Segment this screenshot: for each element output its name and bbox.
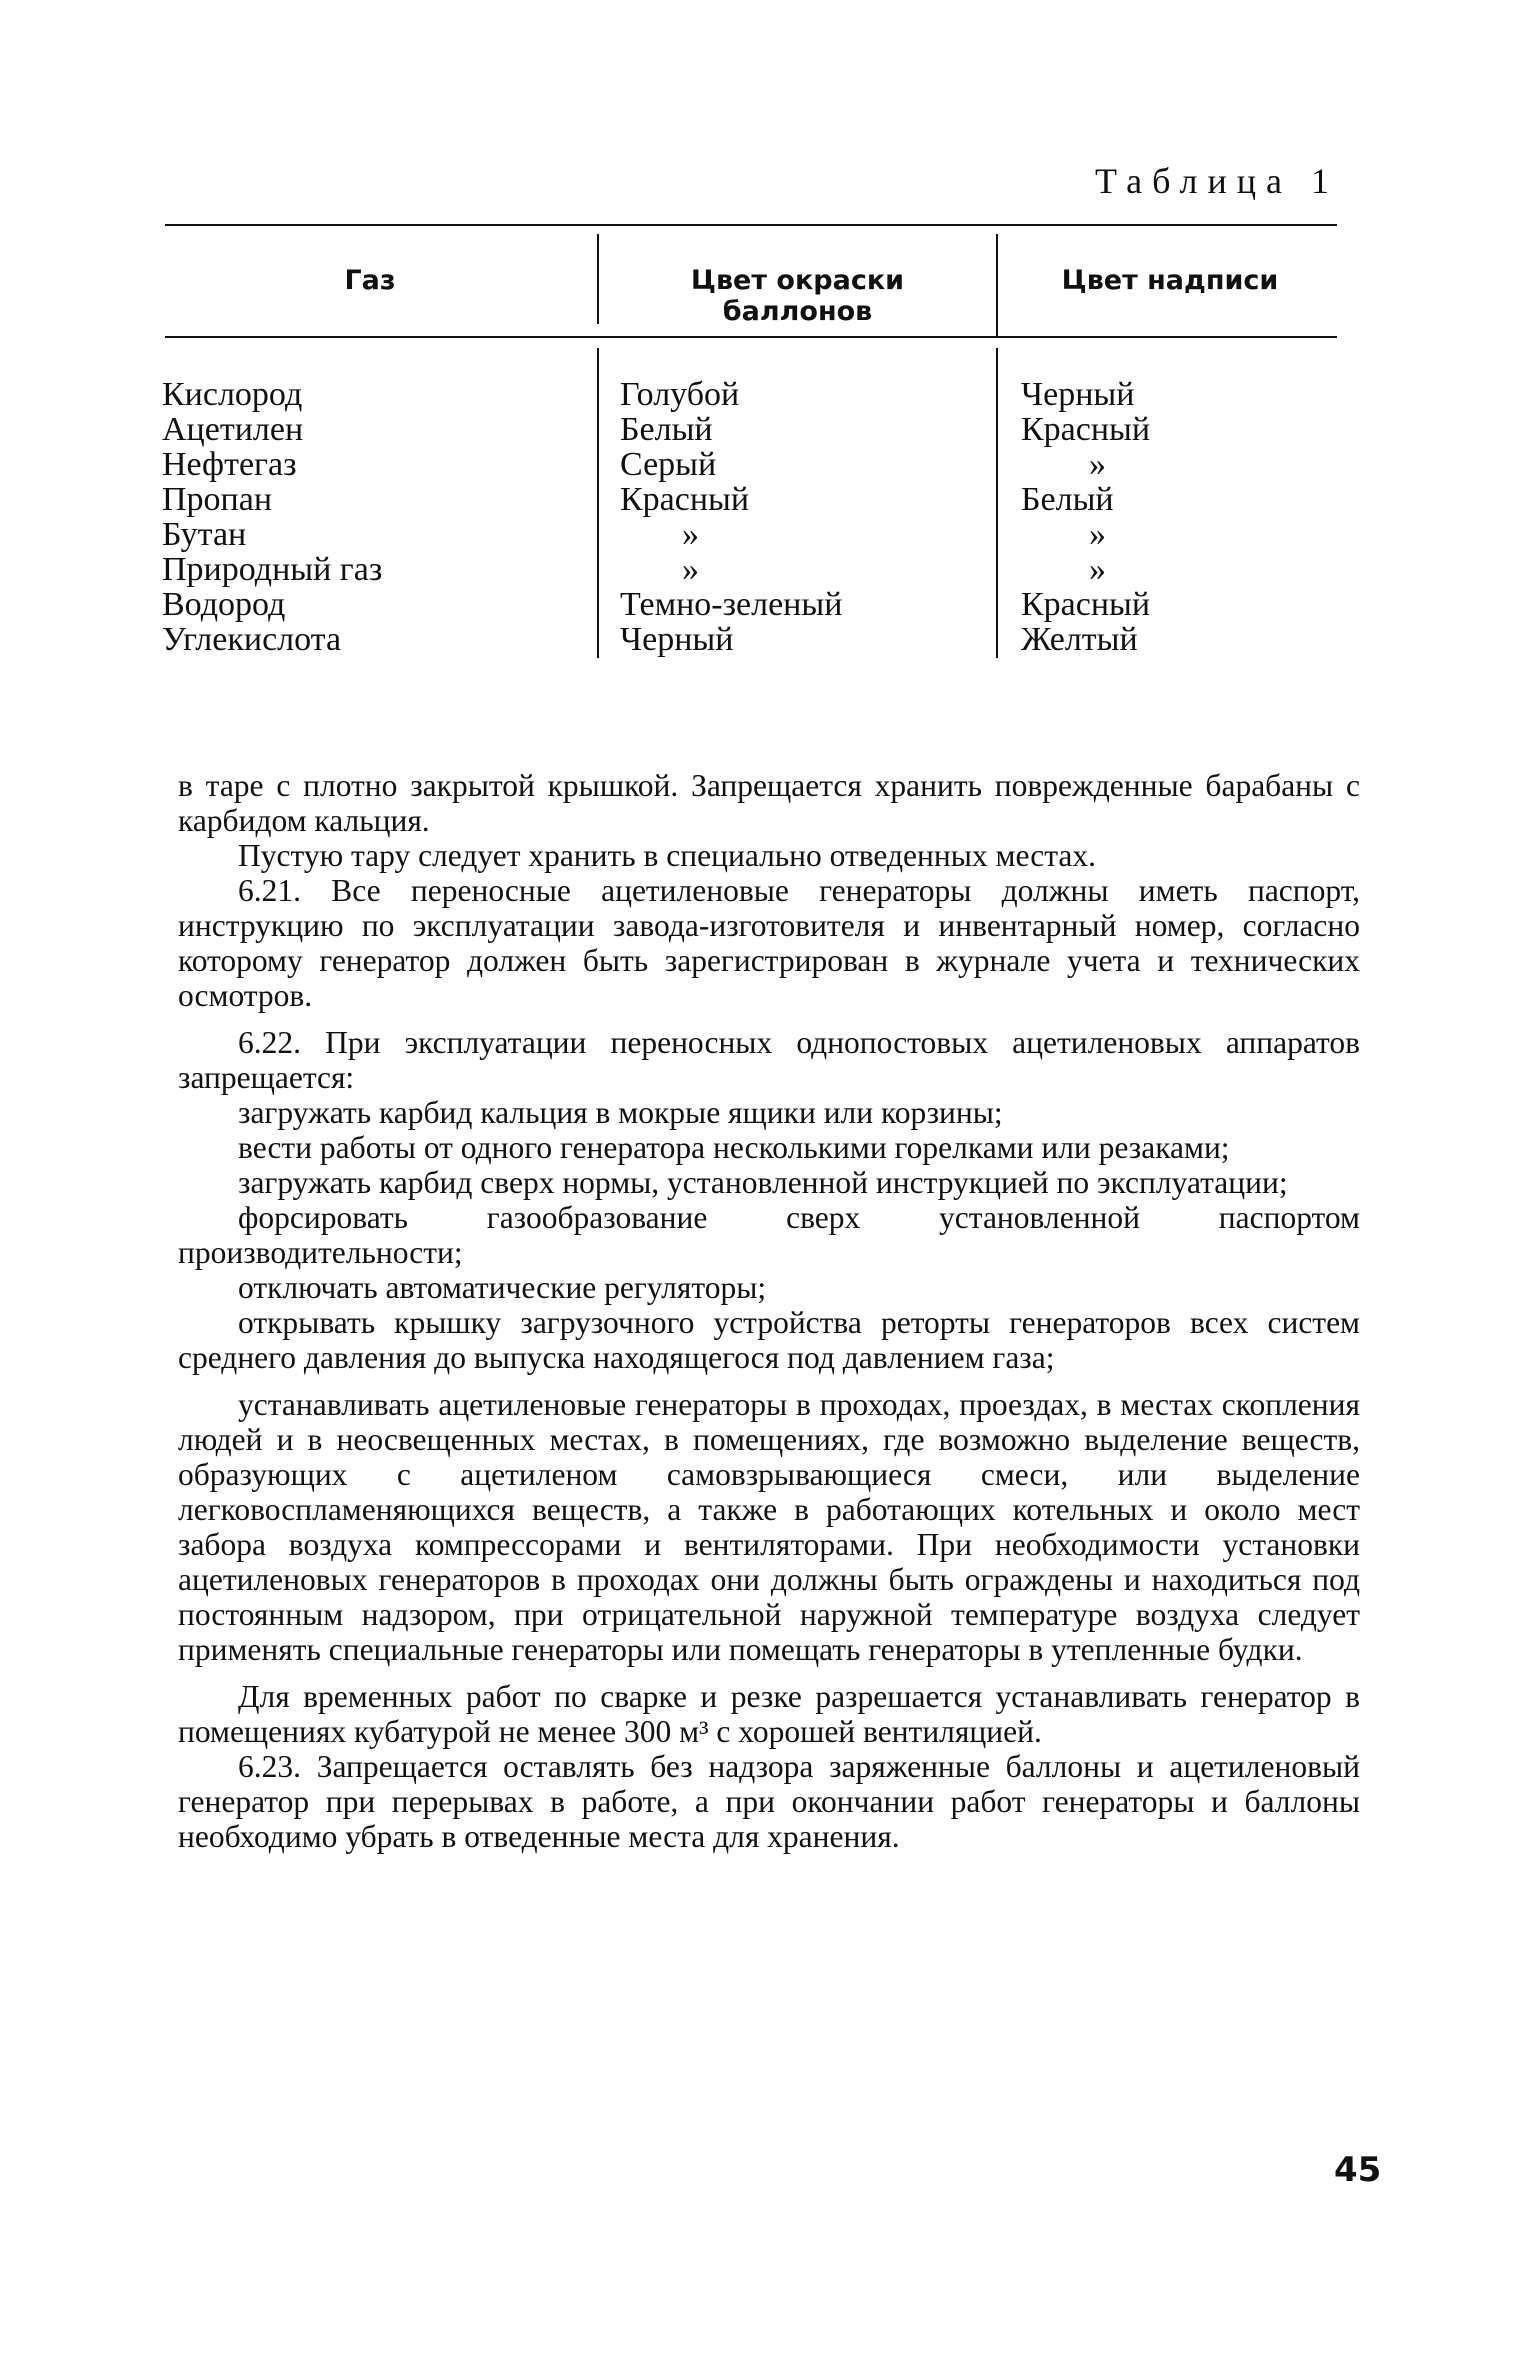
- table-cell: Бутан: [162, 516, 247, 553]
- body-text: [178, 768, 1360, 1854]
- table-header-divider: [597, 234, 599, 324]
- table-cell: Черный: [620, 621, 734, 658]
- table-cell: Голубой: [620, 376, 740, 413]
- paragraph: открывать крышку загрузочного устройства реторты генераторов всех систем среднего давления до выпуска находящегося под давлением газа;: [178, 1305, 1360, 1375]
- table-cell: »: [682, 516, 699, 553]
- table-cell: Нефтегаз: [162, 446, 297, 483]
- table-cell: Красный: [620, 481, 750, 518]
- table-column-cylinder-color: [620, 377, 842, 657]
- table-header-rule: [165, 336, 1337, 338]
- table-cell: Красный: [1021, 586, 1151, 623]
- paragraph: Пустую тару следует хранить в специально отведенных местах.: [238, 838, 1096, 873]
- paragraph: форсировать газообразование сверх установленной паспортом производительности;: [178, 1200, 1360, 1270]
- page-number: 45: [1334, 2150, 1382, 2190]
- paragraph: Для временных работ по сварке и резке разрешается устанавливать генератор в помещениях кубатурой не менее 300 м³ с хорошей вентиляцией.: [178, 1679, 1360, 1749]
- table-cell: Ацетилен: [162, 411, 304, 448]
- table-cell: Кислород: [162, 376, 303, 413]
- paragraph: 6.21. Все переносные ацетиленовые генераторы должны иметь паспорт, инструкцию по эксплуатации завода-изготовителя и инвентарный номер, согласно которому генератор должен быть зарегистрирован в журнале учета и технических осмотров.: [178, 873, 1360, 1013]
- paragraph: в таре с плотно закрытой крышкой. Запрещается хранить поврежденные барабаны с карбидом кальция.: [178, 768, 1360, 838]
- paragraph: устанавливать ацетиленовые генераторы в проходах, проездах, в местах скопления людей и в неосвещенных местах, в помещениях, где возможно выделение веществ, образующих с ацетиленом самовзрывающиеся смеси, или выделение легковоспламеняющихся веществ, а также в работающих котельных и около мест забора воздуха компрессорами и вентиляторами. При необходимости установки ацетиленовых генераторов в проходах они должны быть ограждены и находиться под постоянным надзором, при отрицательной наружной температуре воздуха следует применять специальные генераторы или помещать генераторы в утепленные будки.: [178, 1387, 1360, 1667]
- table-cell: Красный: [1021, 411, 1151, 448]
- paragraph: 6.23. Запрещается оставлять без надзора заряженные баллоны и ацетиленовый генератор при перерывах в работе, а при окончании работ генераторы и баллоны необходимо убрать в отведенные места для хранения.: [178, 1749, 1360, 1854]
- table-cell: »: [1089, 551, 1106, 588]
- table-cell: »: [1089, 516, 1106, 553]
- table-column-gas: [162, 377, 382, 657]
- table-body-divider: [597, 348, 599, 658]
- table-cell: Белый: [1021, 481, 1114, 518]
- table-header-cylinder-color: Цвет окраски баллонов: [690, 265, 905, 327]
- table-cell: Природный газ: [162, 551, 383, 588]
- table-header-label-color: Цвет надписи: [1061, 265, 1279, 296]
- table-cell: Желтый: [1021, 621, 1138, 658]
- paragraph: загружать карбид кальция в мокрые ящики или корзины;: [238, 1095, 1003, 1130]
- paragraph: 6.22. При эксплуатации переносных однопостовых ацетиленовых аппаратов запрещается:: [178, 1025, 1360, 1095]
- table-cell: Углекислота: [162, 621, 342, 658]
- table-cell: Пропан: [162, 481, 273, 518]
- table-cell: Черный: [1021, 376, 1135, 413]
- table-cell: Серый: [620, 446, 717, 483]
- table-cell: Темно-зеленый: [620, 586, 843, 623]
- table-cell: »: [682, 551, 699, 588]
- paragraph: отключать автоматические регуляторы;: [238, 1270, 767, 1305]
- table-header-gas: Газ: [344, 265, 396, 296]
- table-cell: Водород: [162, 586, 286, 623]
- table-header-divider: [996, 234, 998, 338]
- table-body-divider: [996, 348, 998, 658]
- table-caption: Таблица 1: [1095, 161, 1339, 201]
- table-column-label-color: [1021, 377, 1150, 657]
- table-cell: Белый: [620, 411, 713, 448]
- paragraph: загружать карбид сверх нормы, установленной инструкцией по эксплуатации;: [238, 1165, 1288, 1200]
- table-top-rule: [165, 224, 1337, 226]
- table-cell: »: [1089, 446, 1106, 483]
- paragraph: вести работы от одного генератора несколькими горелками или резаками;: [238, 1130, 1230, 1165]
